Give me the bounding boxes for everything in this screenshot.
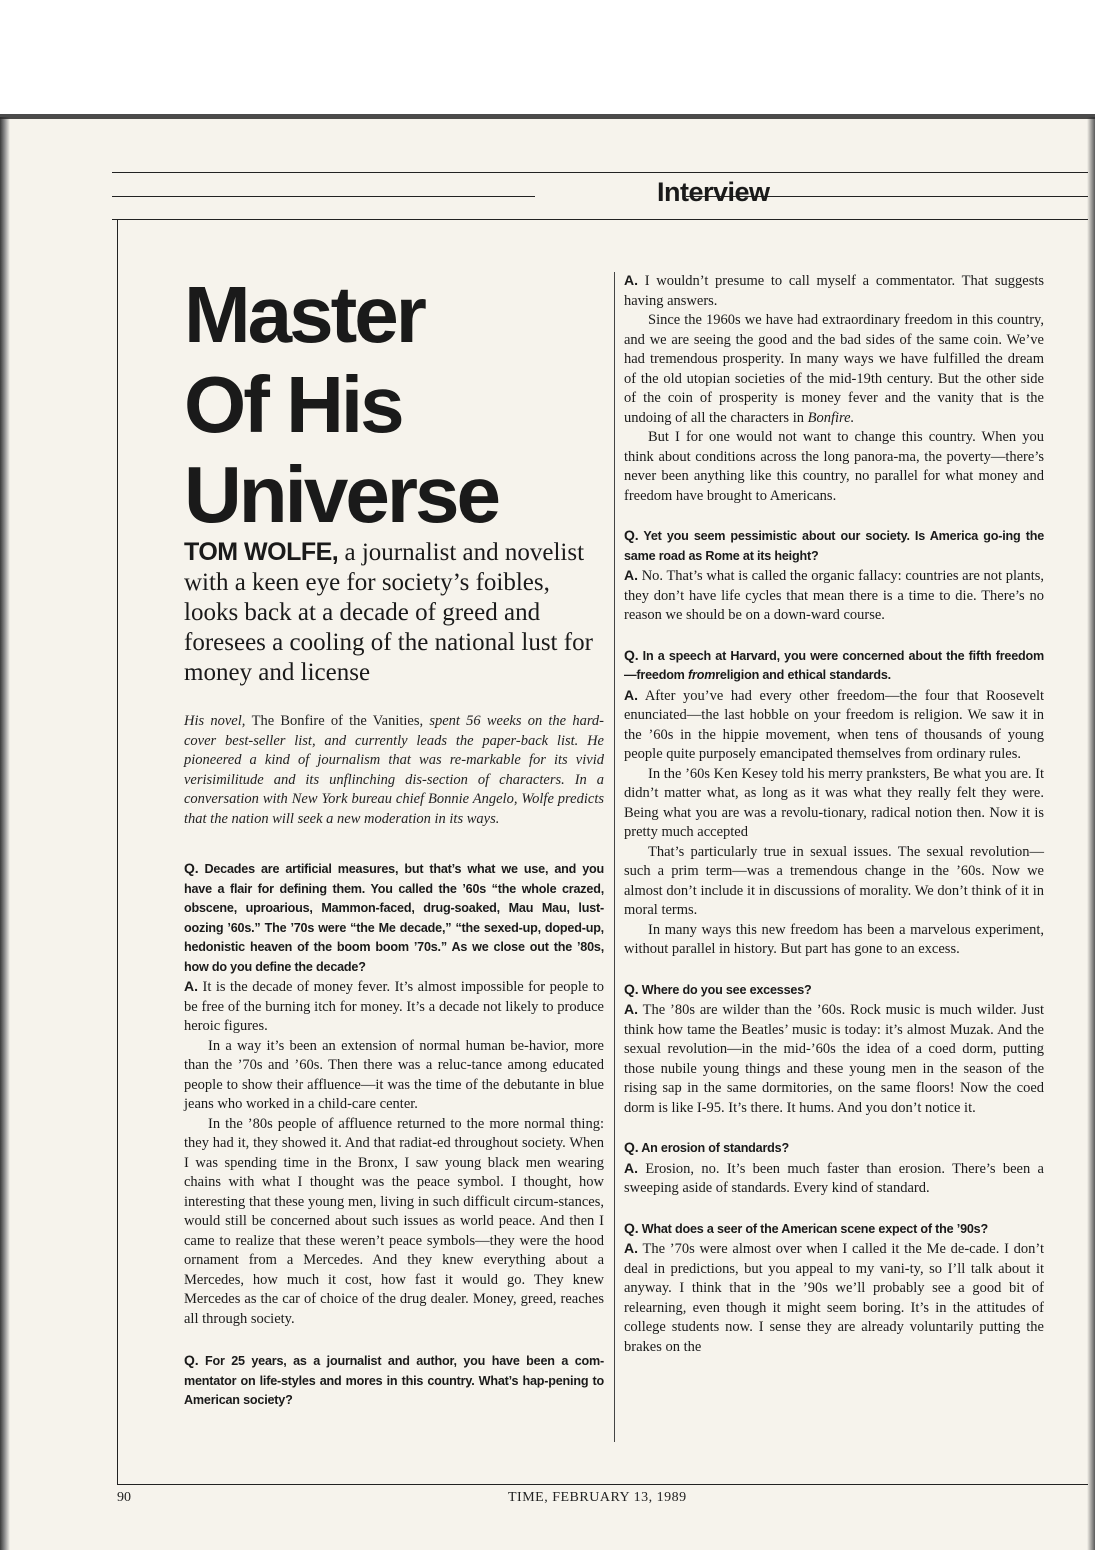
q-label: Q. xyxy=(624,1219,639,1236)
question-emphasis: from xyxy=(688,668,716,682)
page-right-edge xyxy=(1087,117,1095,1550)
a-label: A. xyxy=(624,567,638,583)
answer-6 xyxy=(624,1159,1044,1199)
intro-lead: His novel, xyxy=(184,713,246,729)
question-text: What does a seer of the American scene expect of the ’90s? xyxy=(641,1221,988,1236)
question-5 xyxy=(624,980,1044,1001)
question-2 xyxy=(184,1351,604,1411)
section-label: Interview xyxy=(657,177,770,207)
question-text: Yet you seem pessimistic about our society. Is America go-ing the same road as Rome at its height? xyxy=(624,529,1044,563)
intro-body: spent 56 weeks on the hard-cover best-seller list, and currently leads the paper-back list. He pioneered a kind of journalism that was re-markable for its vivid verisimilitude and its unflinching dis-section of characters. In a conversation with New York bureau chief Bonnie Angelo, Wolfe predicts that the nation will seek a new moderation in its ways. xyxy=(184,713,604,827)
page-number: 90 xyxy=(117,1490,131,1505)
header-top-rule xyxy=(112,172,1088,173)
answer-4-paragraph-3: That’s particularly true in sexual issues. The sexual revolution—such a prim term—was a tremendous change in the ’60s. Now we almost don’t include it in discussions of morality. We don’t think of it in moral terms. xyxy=(624,843,1044,918)
question-text: An erosion of standards? xyxy=(641,1141,789,1155)
answer-2-paragraph-3: But I for one would not want to change this country. When you think about conditions across the long panora-ma, the poverty—there’s never been anything like this country, no parallel for what money and freedom have brought to Americans. xyxy=(624,429,1044,504)
headline-line-2: Of His xyxy=(184,360,402,449)
a-label: A. xyxy=(624,1001,638,1017)
answer-1-paragraph-3: In the ’80s people of affluence returned to the more normal thing: they had it, they showed it. And that radiat-ed throughout society. When I was spending time in the Bronx, I saw young black men wearing chains with what I thought was the peace symbol. I thought, how interesting that these young men, living in such difficult circum-stances, would still be concerned about such issues as world peace. And then I came to realize that these weren’t peace symbols—they were the hood ornament from a Mercedes. And they knew everything about a Mercedes, how much it cost, how fast it would go. They knew Mercedes as the car of choice of the drug dealer. Money, greed, reaches all through society. xyxy=(184,1115,604,1327)
question-3 xyxy=(624,526,1044,566)
a-label: A. xyxy=(624,1159,638,1176)
answer-text: It is the decade of money fever. It’s almost impossible for people to be free of the burning itch for money. It’s a decade not likely to produce heroic figures. xyxy=(184,979,604,1034)
question-text: Decades are artificial measures, but that’s what we use, and you have a flair for defining them. You called the ’60s “the whole crazed, obscene, uproarious, Mammon-faced, drug-soaked, Mau Mau, lust-oozing ’60s.” The ’70s were “the Me decade,” “the sexed-up, doped-up, hedonistic heaven of the boom boom ’70s.” As we close out the ’80s, how do you define the decade? xyxy=(184,862,604,974)
page-top-edge xyxy=(0,114,1095,119)
question-text-end: religion and ethical standards. xyxy=(715,668,891,682)
left-column xyxy=(184,859,604,1411)
q-label: Q. xyxy=(624,1139,639,1155)
question-text: In a speech at Harvard, you were concerned about the fifth freedom—freedom xyxy=(624,648,1044,682)
answer-1 xyxy=(184,977,604,1037)
section-header xyxy=(112,172,1088,220)
answer-5 xyxy=(624,1000,1044,1118)
answer-text: Since the 1960s we have had extraordinary freedom in this country, and we are seeing the good and the bad sides of the same coin. We’ve had tremendous prosperity. In many ways we have fulfilled the dream of the old utopian societies of the mid-19th century. But the other side of the coin of prosperity is money fever and the vanity that is the undoing of all the characters in xyxy=(624,312,1044,426)
column-divider xyxy=(614,272,615,1442)
answer-4 xyxy=(624,686,1044,765)
intro-paragraph xyxy=(184,712,604,829)
question-7 xyxy=(624,1219,1044,1240)
a-label: A. xyxy=(624,1240,638,1256)
magazine-dateline: TIME, FEBRUARY 13, 1989 xyxy=(508,1490,687,1505)
intro-book-title: The Bonfire of the Vanities, xyxy=(251,713,424,729)
question-text: For 25 years, as a journalist and author, you have been a com-mentator on life-styles and mores in this country. What’s hap-pening to American society? xyxy=(184,1354,604,1407)
headline xyxy=(184,270,604,540)
a-label: A. xyxy=(624,272,638,288)
answer-4-paragraph-4: In many ways this new freedom has been a marvelous experiment, without parallel in history. But part has gone to an excess. xyxy=(624,921,1044,957)
q-label: Q. xyxy=(624,980,639,997)
deck-name: TOM WOLFE, xyxy=(184,538,339,566)
page-spine-edge xyxy=(0,117,10,1550)
headline-line-1: Master xyxy=(184,270,424,359)
right-column xyxy=(624,271,1044,1357)
question-4 xyxy=(624,646,1044,686)
frame-bottom-rule xyxy=(117,1484,1088,1485)
question-1 xyxy=(184,859,604,977)
a-label: A. xyxy=(624,686,638,703)
deck xyxy=(184,537,604,688)
question-6 xyxy=(624,1138,1044,1159)
deck-text: a journalist and novelist with a keen eye for society’s foibles, looks back at a decade of greed and foresees a cooling of the national lust for money and license xyxy=(184,539,593,686)
answer-3 xyxy=(624,566,1044,626)
answer-1-paragraph-2: In a way it’s been an extension of normal human be-havior, more than the ’70s and ’60s. Then there was a reluc-tance among educated people to show their affluence—it was the time of the debutante in blue jeans who worked in a child-care center. xyxy=(184,1037,604,1112)
answer-2 xyxy=(624,271,1044,311)
answer-text: I wouldn’t presume to call myself a commentator. That suggests having answers. xyxy=(624,273,1045,309)
frame-left-rule xyxy=(117,220,118,1484)
bonfire-title: Bonfire. xyxy=(807,409,855,426)
answer-7 xyxy=(624,1239,1044,1357)
header-left-rule xyxy=(112,196,535,197)
answer-text: Erosion, no. It’s been much faster than erosion. There’s been a sweeping aside of standards. Every kind of standard. xyxy=(624,1160,1044,1196)
answer-text: The ’80s are wilder than the ’60s. Rock music is much wilder. Just think how tame the Beatles’ music is today: it’s almost Muzak. And the sexual revolution—in the mid-’60s the idea of a coed dorm, putting those nubile young things and these young men in the season of the rising sap in the same dormitories, on the same floors! Now the coed dorm is like I-95. It’s there. It hums. And you don’t notice it. xyxy=(624,1002,1045,1116)
q-label: Q. xyxy=(184,1352,199,1368)
q-label: Q. xyxy=(184,860,199,876)
question-text: Where do you see excesses? xyxy=(641,982,812,997)
answer-2-paragraph-2 xyxy=(624,311,1044,428)
headline-line-3: Universe xyxy=(184,450,498,539)
q-label: Q. xyxy=(624,527,639,543)
header-bottom-rule xyxy=(112,219,1088,220)
q-label: Q. xyxy=(624,646,639,663)
answer-4-paragraph-2: In the ’60s Ken Kesey told his merry pranksters, Be what you are. It didn’t matter what, as long as it was what they really felt they were. Being what you are was a revolu-tionary, radical notion then. Now it is pretty much accepted xyxy=(624,765,1044,840)
answer-text: After you’ve had every other freedom—the four that Roosevelt enunciated—the last hobble on your freedom is religion. We saw it in the ’60s in the hippie movement, when tens of thousands of young people quite purposely emancipated themselves from ordinary rules. xyxy=(624,687,1045,762)
answer-text: The ’70s were almost over when I called it the Me de-cade. I don’t deal in predictions, but you appeal to my vani-ty, so I’ll talk about it anyway. I think that in the ’90s we’ll probably see a good bit of relearning, even though it might seem boring. It’s in the attitudes of college students now. I sense they are already voluntarily putting the brakes on the xyxy=(624,1241,1044,1355)
a-label: A. xyxy=(184,978,198,994)
answer-text: No. That’s what is called the organic fallacy: countries are not plants, they don’t have life cycles that mean there is a time to die. There’s no reason we should be on a down-ward course. xyxy=(624,568,1045,623)
